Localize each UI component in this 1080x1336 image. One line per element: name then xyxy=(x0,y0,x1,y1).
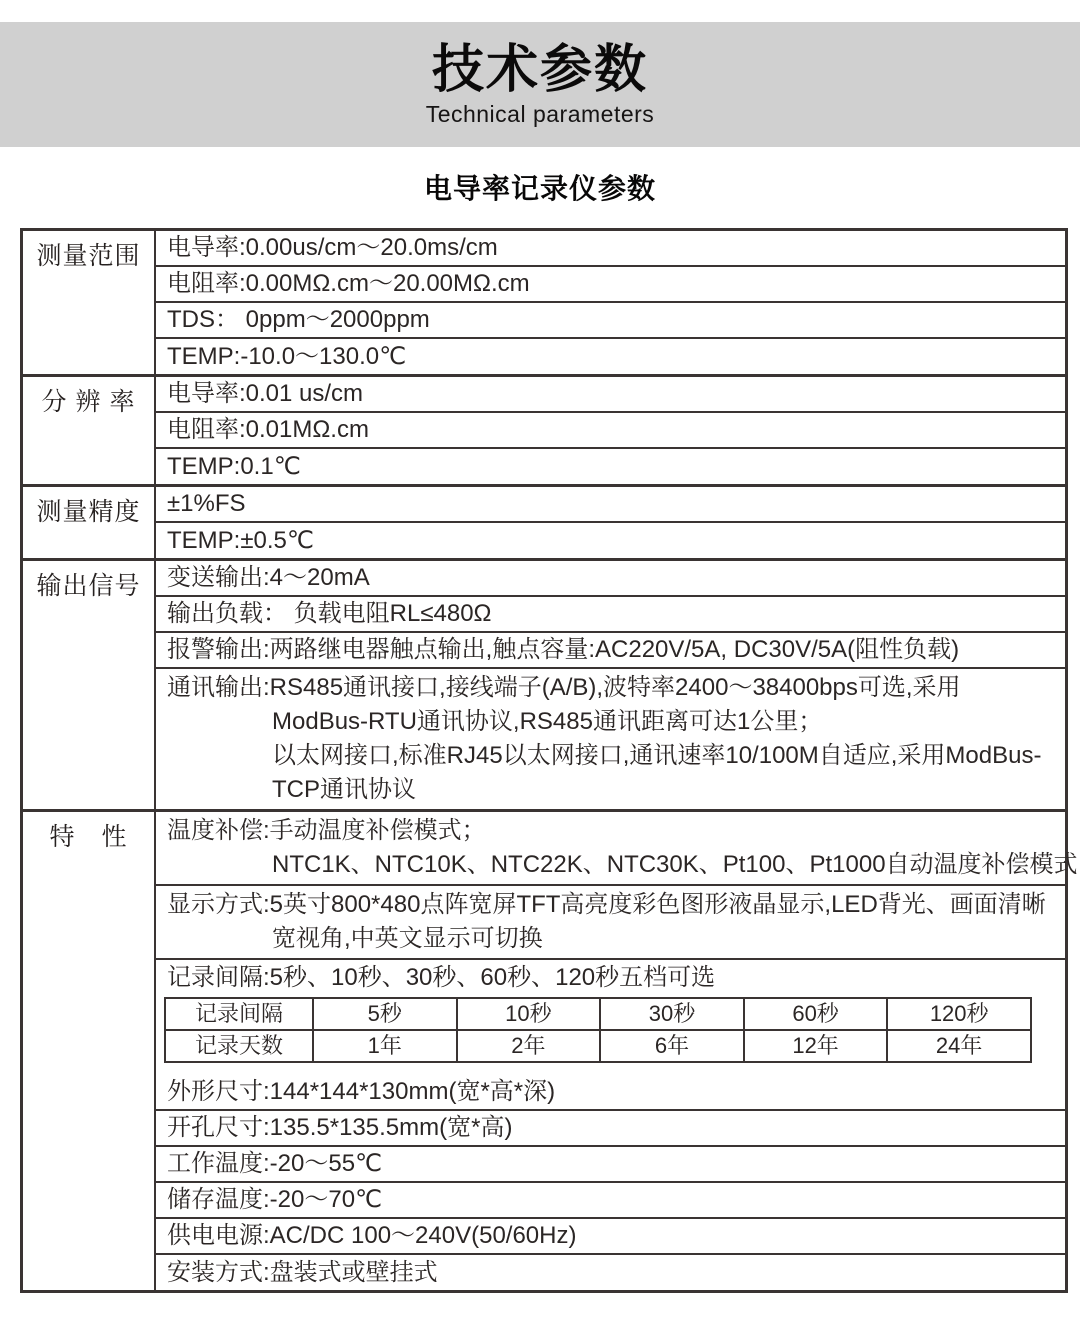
spec-row xyxy=(156,1219,1065,1255)
group-rows xyxy=(156,231,1065,374)
record-table-cell: 30秒 xyxy=(601,999,745,1029)
record-table-cell: 2年 xyxy=(458,1031,602,1061)
spec-text: 输出负载： 负载电阻RL≤480Ω xyxy=(167,600,492,627)
spec-group-accuracy xyxy=(23,487,1065,561)
spec-text: ModBus-RTU通讯协议,RS485通讯距离可达1公里； xyxy=(272,708,823,735)
spec-row xyxy=(156,339,1065,374)
record-table-cell: 60秒 xyxy=(745,999,889,1029)
record-table-cell: 10秒 xyxy=(458,999,602,1029)
record-table-row xyxy=(166,1031,1030,1061)
record-table-cell: 记录间隔 xyxy=(166,999,314,1029)
spec-text: 温度补偿:手动温度补偿模式； xyxy=(167,817,486,844)
spec-text: 电阻率:0.00MΩ.cm～20.00MΩ.cm xyxy=(167,270,530,297)
spec-text: 电导率:0.01 us/cm xyxy=(167,380,364,407)
spec-text: 工作温度:-20～55℃ xyxy=(167,1150,383,1177)
spec-row xyxy=(156,267,1065,303)
spec-text: 开孔尺寸:135.5*135.5mm(宽*高) xyxy=(167,1114,513,1141)
spec-text: 宽视角,中英文显示可切换 xyxy=(272,925,543,952)
record-table-row xyxy=(166,999,1030,1031)
spec-text: 储存温度:-20～70℃ xyxy=(167,1186,383,1213)
group-label: 分 辨 率 xyxy=(23,377,156,484)
spec-row xyxy=(156,1147,1065,1183)
record-table-cell: 24年 xyxy=(935,1033,983,1058)
spec-row xyxy=(156,669,1065,809)
spec-row xyxy=(156,1075,1065,1111)
group-rows xyxy=(156,377,1065,484)
spec-text: 显示方式:5英寸800*480点阵宽屏TFT高亮度彩色图形液晶显示,LED背光、画面清晰 xyxy=(167,891,1046,918)
spec-row xyxy=(156,886,1065,960)
record-table-cell: 1年 xyxy=(314,1031,458,1061)
spec-row xyxy=(156,449,1065,484)
spec-row xyxy=(156,633,1065,669)
spec-row xyxy=(156,597,1065,633)
spec-text: TEMP:-10.0～130.0℃ xyxy=(167,342,407,370)
spec-text: TDS： 0ppm～2000ppm xyxy=(167,306,430,333)
spec-row xyxy=(156,413,1065,449)
record-table-cell: 5秒 xyxy=(314,999,458,1029)
record-interval-table xyxy=(164,997,1032,1063)
spec-text: 电导率:0.00us/cm～20.0ms/cm xyxy=(167,234,498,261)
page-subtitle: Technical parameters xyxy=(425,101,655,128)
spec-group-resolution xyxy=(23,377,1065,487)
spec-text: TCP通讯协议 xyxy=(272,776,416,803)
spec-row xyxy=(156,995,1065,1075)
spec-text: 外形尺寸:144*144*130mm(宽*高*深) xyxy=(167,1078,556,1105)
spec-text: TEMP:±0.5℃ xyxy=(167,526,314,554)
group-rows xyxy=(156,487,1065,558)
group-label: 测量精度 xyxy=(23,487,156,558)
spec-row xyxy=(156,812,1078,886)
spec-text: 变送输出:4～20mA xyxy=(167,564,370,591)
spec-table xyxy=(20,228,1078,1293)
spec-text: 安装方式:盘装式或壁挂式 xyxy=(167,1258,438,1286)
record-table-cell: 120秒 xyxy=(929,1001,989,1026)
spec-text: ±1%FS xyxy=(167,490,246,517)
section-title: 电导率记录仪参数 xyxy=(423,173,656,204)
spec-row xyxy=(156,1183,1065,1219)
header-band xyxy=(0,22,1080,147)
spec-row xyxy=(156,960,1065,995)
spec-row xyxy=(156,303,1065,339)
record-table-cell: 6年 xyxy=(601,1031,745,1061)
page-title: 技术参数 xyxy=(431,40,648,99)
spec-text: TEMP:0.1℃ xyxy=(167,452,301,480)
spec-row xyxy=(156,231,1065,267)
group-label: 输出信号 xyxy=(23,561,156,809)
spec-group-features xyxy=(23,812,1078,1290)
group-rows xyxy=(156,561,1065,809)
spec-group-measuring-range xyxy=(23,231,1065,377)
spec-group-output-signal xyxy=(23,561,1065,812)
record-table-cell: 记录天数 xyxy=(166,1031,314,1061)
spec-row xyxy=(156,1255,1065,1290)
group-label: 测量范围 xyxy=(23,231,156,374)
spec-row xyxy=(156,523,1065,558)
spec-text: NTC1K、NTC10K、NTC22K、NTC30K、Pt100、Pt1000自动温度补偿模式 xyxy=(272,851,1078,878)
spec-row xyxy=(156,377,1065,413)
spec-row xyxy=(156,561,1065,597)
record-table-cell: 12年 xyxy=(745,1031,889,1061)
group-rows xyxy=(156,812,1078,1290)
spec-text: 通讯输出:RS485通讯接口,接线端子(A/B),波特率2400～38400bps可选,采用 xyxy=(167,674,961,701)
spec-text: 以太网接口,标准RJ45以太网接口,通讯速率10/100M自适应,采用ModBus- xyxy=(272,742,1042,769)
group-label: 特 性 xyxy=(23,812,156,1290)
spec-row xyxy=(156,487,1065,523)
spec-text: 供电电源:AC/DC 100～240V(50/60Hz) xyxy=(167,1222,577,1249)
spec-text: 电阻率:0.01MΩ.cm xyxy=(167,416,369,443)
spec-text: 记录间隔:5秒、10秒、30秒、60秒、120秒五档可选 xyxy=(167,963,716,991)
spec-text: 报警输出:两路继电器触点输出,触点容量:AC220V/5A, DC30V/5A(阻性负载) xyxy=(167,636,960,663)
spec-row xyxy=(156,1111,1065,1147)
